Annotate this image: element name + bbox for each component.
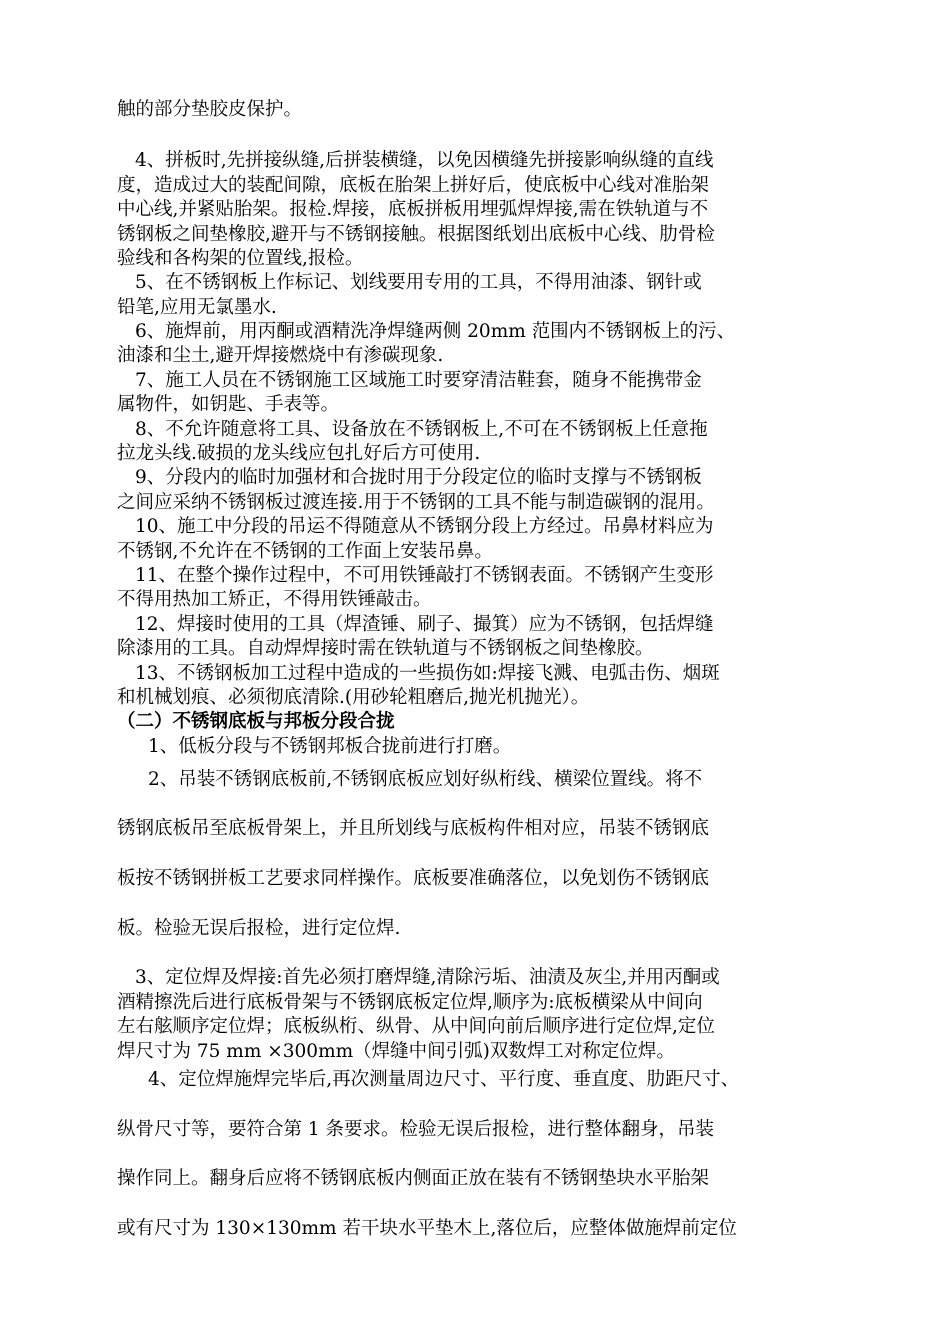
text-line: 操作同上。翻身后应将不锈钢底板内侧面正放在装有不锈钢垫块水平胎架	[117, 1168, 710, 1189]
text-line: 5、在不锈钢板上作标记、划线要用专用的工具，不得用油漆、钢针或	[135, 272, 702, 293]
text-line: 属物件，如钥匙、手表等。	[117, 394, 340, 415]
text-line: 纵骨尺寸等，要符合第 1 条要求。检验无误后报检，进行整体翻身，吊装	[117, 1119, 715, 1140]
text-line: 板按不锈钢拼板工艺要求同样操作。底板要准确落位，以免划伤不锈钢底	[117, 868, 710, 889]
text-line: 板。检验无误后报检，进行定位焊.	[117, 918, 401, 939]
text-line: 验线和各构架的位置线,报检。	[117, 248, 364, 269]
text-line: 不得用热加工矫正，不得用铁锤敲击。	[117, 589, 432, 610]
text-line: 度，造成过大的装配间隙，底板在胎架上拼好后，使底板中心线对准胎架	[117, 175, 710, 196]
text-line: 2、吊装不锈钢底板前,不锈钢底板应划好纵桁线、横梁位置线。将不	[148, 769, 703, 790]
text-line: 7、施工人员在不锈钢施工区域施工时要穿清洁鞋套，随身不能携带金	[135, 370, 702, 391]
text-line: 10、施工中分段的吊运不得随意从不锈钢分段上方经过。吊鼻材料应为	[135, 516, 714, 537]
text-line: 4、拼板时,先拼接纵缝,后拼装横缝，以免因横缝先拼接影响纵缝的直线	[135, 150, 714, 171]
text-line: 中心线,并紧贴胎架。报检.焊接，底板拼板用埋弧焊焊接,需在铁轨道与不	[117, 199, 709, 220]
text-line: 13、不锈钢板加工过程中造成的一些损伤如:焊接飞溅、电弧击伤、烟斑	[135, 663, 720, 684]
text-line: 1、低板分段与不锈钢邦板合拢前进行打磨。	[148, 736, 512, 757]
text-line: 油漆和尘土,避开焊接燃烧中有渗碳现象.	[117, 345, 444, 366]
text-line: 之间应采纳不锈钢板过渡连接.用于不锈钢的工具不能与制造碳钢的混用。	[117, 492, 715, 513]
text-line: 左右舷顺序定位焊；底板纵桁、纵骨、从中间向前后顺序进行定位焊,定位	[117, 1016, 715, 1037]
text-line: 或有尺寸为 130×130mm 若干块水平垫木上,落位后，应整体做施焊前定位	[117, 1218, 737, 1239]
text-line: 酒精擦洗后进行底板骨架与不锈钢底板定位焊,顺序为:底板横梁从中间向	[117, 992, 703, 1013]
text-line: 12、焊接时使用的工具（焊渣锤、刷子、撮箕）应为不锈钢，包括焊缝	[135, 614, 714, 635]
text-line: 8、不允许随意将工具、设备放在不锈钢板上,不可在不锈钢板上任意拖	[135, 419, 708, 440]
text-line: 除漆用的工具。自动焊焊接时需在铁轨道与不锈钢板之间垫橡胶。	[117, 638, 654, 659]
text-line: 触的部分垫胶皮保护。	[117, 99, 303, 120]
text-line: 焊尺寸为 75 mm ×300mm（焊缝中间引弧)双数焊工对称定位焊。	[117, 1041, 675, 1062]
text-line: 和机械划痕、必须彻底清除.(用砂轮粗磨后,抛光机抛光）。	[117, 687, 590, 708]
text-line: 4、定位焊施焊完毕后,再次测量周边尺寸、平行度、垂直度、肋距尺寸、	[148, 1069, 740, 1090]
text-line: 11、在整个操作过程中，不可用铁锤敲打不锈钢表面。不锈钢产生变形	[135, 565, 714, 586]
text-line: 锈钢板之间垫橡胶,避开与不锈钢接触。根据图纸划出底板中心线、肋骨检	[117, 224, 715, 245]
text-line: 9、分段内的临时加强材和合拢时用于分段定位的临时支撑与不锈钢板	[135, 467, 702, 488]
text-line: 拉龙头线.破损的龙头线应包扎好后方可使用.	[117, 443, 481, 464]
text-line: 6、施焊前，用丙酮或酒精洗净焊缝两侧 20mm 范围内不锈钢板上的污、	[135, 321, 736, 342]
text-line: 锈钢底板吊至底板骨架上，并且所划线与底板构件相对应，吊装不锈钢底	[117, 818, 710, 839]
text-line: 铅笔,应用无氯墨水.	[117, 297, 277, 318]
text-line: 3、定位焊及焊接:首先必须打磨焊缝,清除污垢、油渍及灰尘,并用丙酮或	[135, 967, 720, 988]
text-line: 不锈钢,不允许在不锈钢的工作面上安装吊鼻。	[117, 541, 493, 562]
section-heading: （二）不锈钢底板与邦板分段合拢	[117, 711, 395, 732]
